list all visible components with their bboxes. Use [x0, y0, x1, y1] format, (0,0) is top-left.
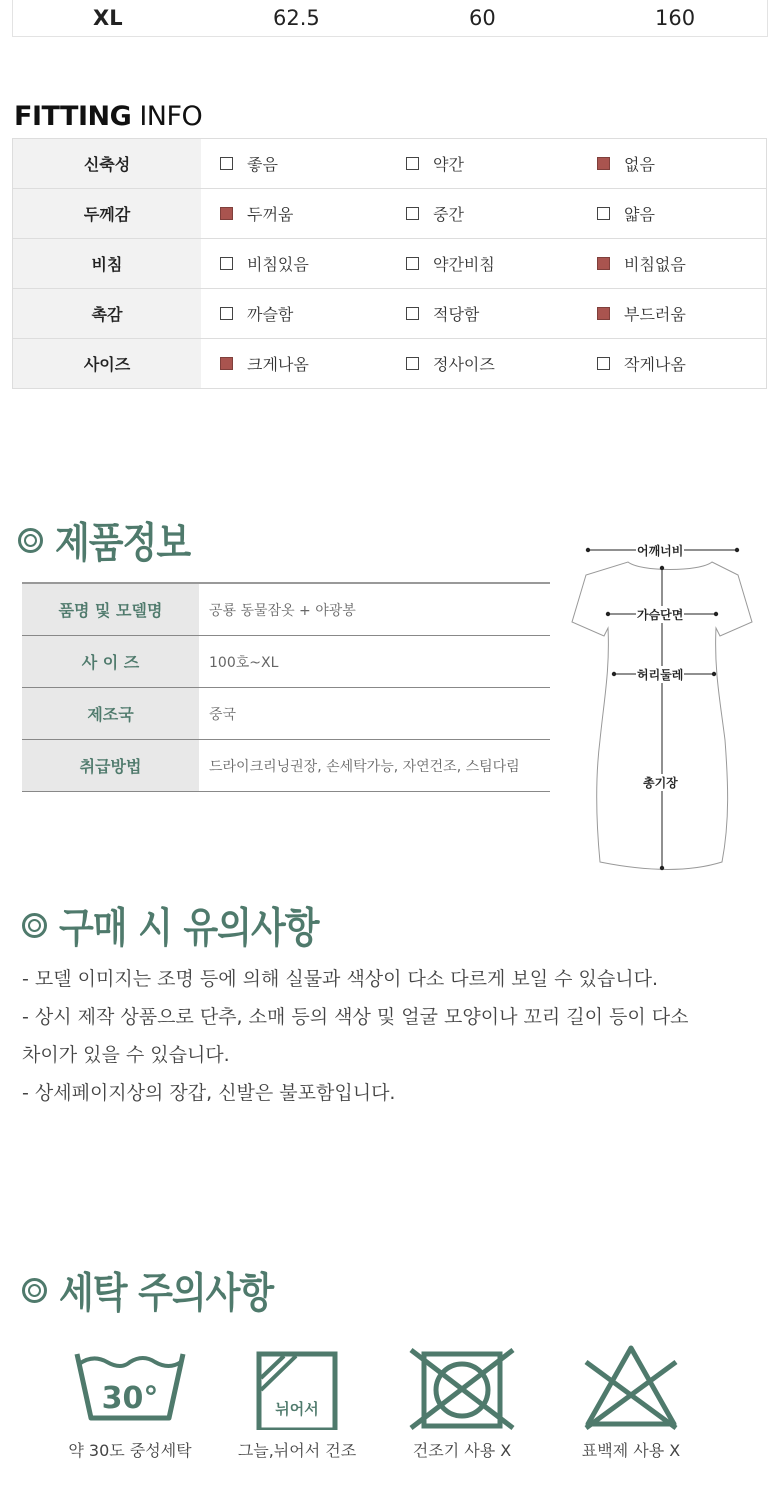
- fitting-row: [12, 139, 767, 189]
- checkbox-icon: [406, 257, 419, 270]
- dry-flat-text: 뉘어서: [275, 1400, 319, 1418]
- product-info-key: 사 이 즈: [22, 636, 199, 687]
- dress-outline-icon: [570, 540, 770, 880]
- notice-line: - 상시 제작 상품으로 단추, 소매 등의 색상 및 얼굴 모양이나 꼬리 길이 등이 다소: [22, 1006, 689, 1028]
- fitting-row-label: 비침: [12, 239, 201, 288]
- purchase-notice-heading: 구매 시 유의사항: [22, 900, 319, 951]
- fitting-option-label: 정사이즈: [433, 355, 495, 374]
- fitting-option: [220, 239, 309, 288]
- notice-line: 차이가 있을 수 있습니다.: [22, 1044, 230, 1066]
- fitting-option: [597, 239, 686, 288]
- checkbox-icon: [220, 307, 233, 320]
- fitting-row-label: 두께감: [12, 189, 201, 238]
- fitting-option: [597, 339, 686, 388]
- checkbox-icon: [220, 157, 233, 170]
- checked-box-icon: [220, 357, 233, 370]
- checked-box-icon: [597, 257, 610, 270]
- no-tumble-dry-icon: [387, 1340, 537, 1430]
- fitting-option: [406, 339, 495, 388]
- product-info-row: [22, 636, 550, 688]
- fitting-row-label: 사이즈: [12, 339, 201, 388]
- fitting-option: [406, 239, 495, 288]
- total-length-label: 총기장: [643, 776, 678, 790]
- wash-caption: 약 30도 중성세탁: [68, 1441, 192, 1460]
- fitting-option-label: 두꺼움: [247, 205, 294, 224]
- size-table-row: [12, 0, 768, 37]
- checkbox-icon: [220, 257, 233, 270]
- checkbox-icon: [406, 207, 419, 220]
- fitting-option-label: 적당함: [433, 305, 480, 324]
- fitting-option: [597, 139, 655, 188]
- fitting-row: [12, 239, 767, 289]
- product-info-row: [22, 688, 550, 740]
- fitting-option-label: 좋음: [247, 155, 278, 174]
- fitting-option: [597, 289, 686, 338]
- double-circle-icon: [22, 913, 47, 938]
- no-bleach-icon: [556, 1340, 706, 1430]
- dry-caption: 그늘,뉘어서 건조: [237, 1441, 357, 1460]
- notice-line: - 상세페이지상의 장갑, 신발은 불포함입니다.: [22, 1082, 396, 1104]
- product-info-value: 100호~XL: [209, 654, 279, 671]
- bleach-caption: 표백제 사용 X: [581, 1441, 681, 1460]
- fitting-option-label: 비침없음: [624, 255, 686, 274]
- fitting-row: [12, 189, 767, 239]
- fitting-option-label: 부드러움: [624, 305, 686, 324]
- fitting-option: [220, 189, 293, 238]
- waist-label: 허리둘레: [637, 668, 684, 682]
- fitting-option: [406, 289, 479, 338]
- fitting-row-label: 촉감: [12, 289, 201, 338]
- shade-dry-flat-icon: [222, 1340, 372, 1430]
- checkbox-icon: [597, 207, 610, 220]
- size-value-cell: 160: [655, 6, 696, 30]
- fitting-option: [406, 139, 464, 188]
- checked-box-icon: [597, 307, 610, 320]
- checkbox-icon: [597, 357, 610, 370]
- product-info-key: 취급방법: [22, 740, 199, 791]
- product-info-value: 드라이크리닝권장, 손세탁가능, 자연건조, 스팀다림: [209, 758, 520, 775]
- product-info-row: [22, 740, 550, 792]
- shoulder-width-label: 어깨너비: [637, 544, 684, 558]
- fitting-option: [597, 189, 655, 238]
- fitting-option: [406, 189, 464, 238]
- notice-line: - 모델 이미지는 조명 등에 의해 실물과 색상이 다소 다르게 보일 수 있습니다.: [22, 968, 658, 990]
- fitting-option-label: 작게나옴: [624, 355, 686, 374]
- fitting-info-title: FITTING INFO: [14, 101, 203, 132]
- fitting-option-label: 중간: [433, 205, 464, 224]
- fitting-option-label: 까슬함: [247, 305, 294, 324]
- fitting-option: [220, 339, 309, 388]
- double-circle-icon: [22, 1278, 47, 1303]
- checkbox-icon: [406, 357, 419, 370]
- fitting-option-label: 얇음: [624, 205, 655, 224]
- size-cell: XL: [93, 6, 123, 30]
- purchase-notice-text: [22, 960, 762, 1112]
- fitting-option: [220, 139, 278, 188]
- garment-size-diagram: [570, 540, 770, 880]
- checked-box-icon: [597, 157, 610, 170]
- product-info-row: [22, 584, 550, 636]
- product-info-value: 중국: [209, 706, 237, 723]
- wash-temp-text: 30°: [101, 1381, 159, 1416]
- product-info-key: 제조국: [22, 688, 199, 739]
- fitting-option-label: 크게나옴: [247, 355, 309, 374]
- fitting-row-label: 신축성: [12, 139, 201, 188]
- product-info-key: 품명 및 모델명: [22, 584, 199, 635]
- product-info-heading: 제품정보: [18, 515, 190, 566]
- product-info-value: 공룡 동물잠옷 + 야광봉: [209, 602, 356, 619]
- dryer-caption: 건조기 사용 X: [412, 1441, 512, 1460]
- checkbox-icon: [406, 307, 419, 320]
- checkbox-icon: [406, 157, 419, 170]
- wash-tub-icon: [55, 1340, 205, 1430]
- double-circle-icon: [18, 528, 43, 553]
- size-value-cell: 62.5: [273, 6, 320, 30]
- fitting-option-label: 비침있음: [247, 255, 309, 274]
- fitting-row: [12, 339, 767, 389]
- washing-notice-heading: 세탁 주의사항: [22, 1265, 273, 1316]
- fitting-option-label: 약간: [433, 155, 464, 174]
- size-value-cell: 60: [469, 6, 496, 30]
- fitting-option-label: 없음: [624, 155, 655, 174]
- fitting-option-label: 약간비침: [433, 255, 495, 274]
- fitting-table: [12, 138, 767, 389]
- checked-box-icon: [220, 207, 233, 220]
- fitting-option: [220, 289, 293, 338]
- fitting-row: [12, 289, 767, 339]
- product-info-table: [22, 582, 550, 792]
- washing-icons: [0, 1340, 780, 1480]
- chest-width-label: 가슴단면: [637, 608, 684, 622]
